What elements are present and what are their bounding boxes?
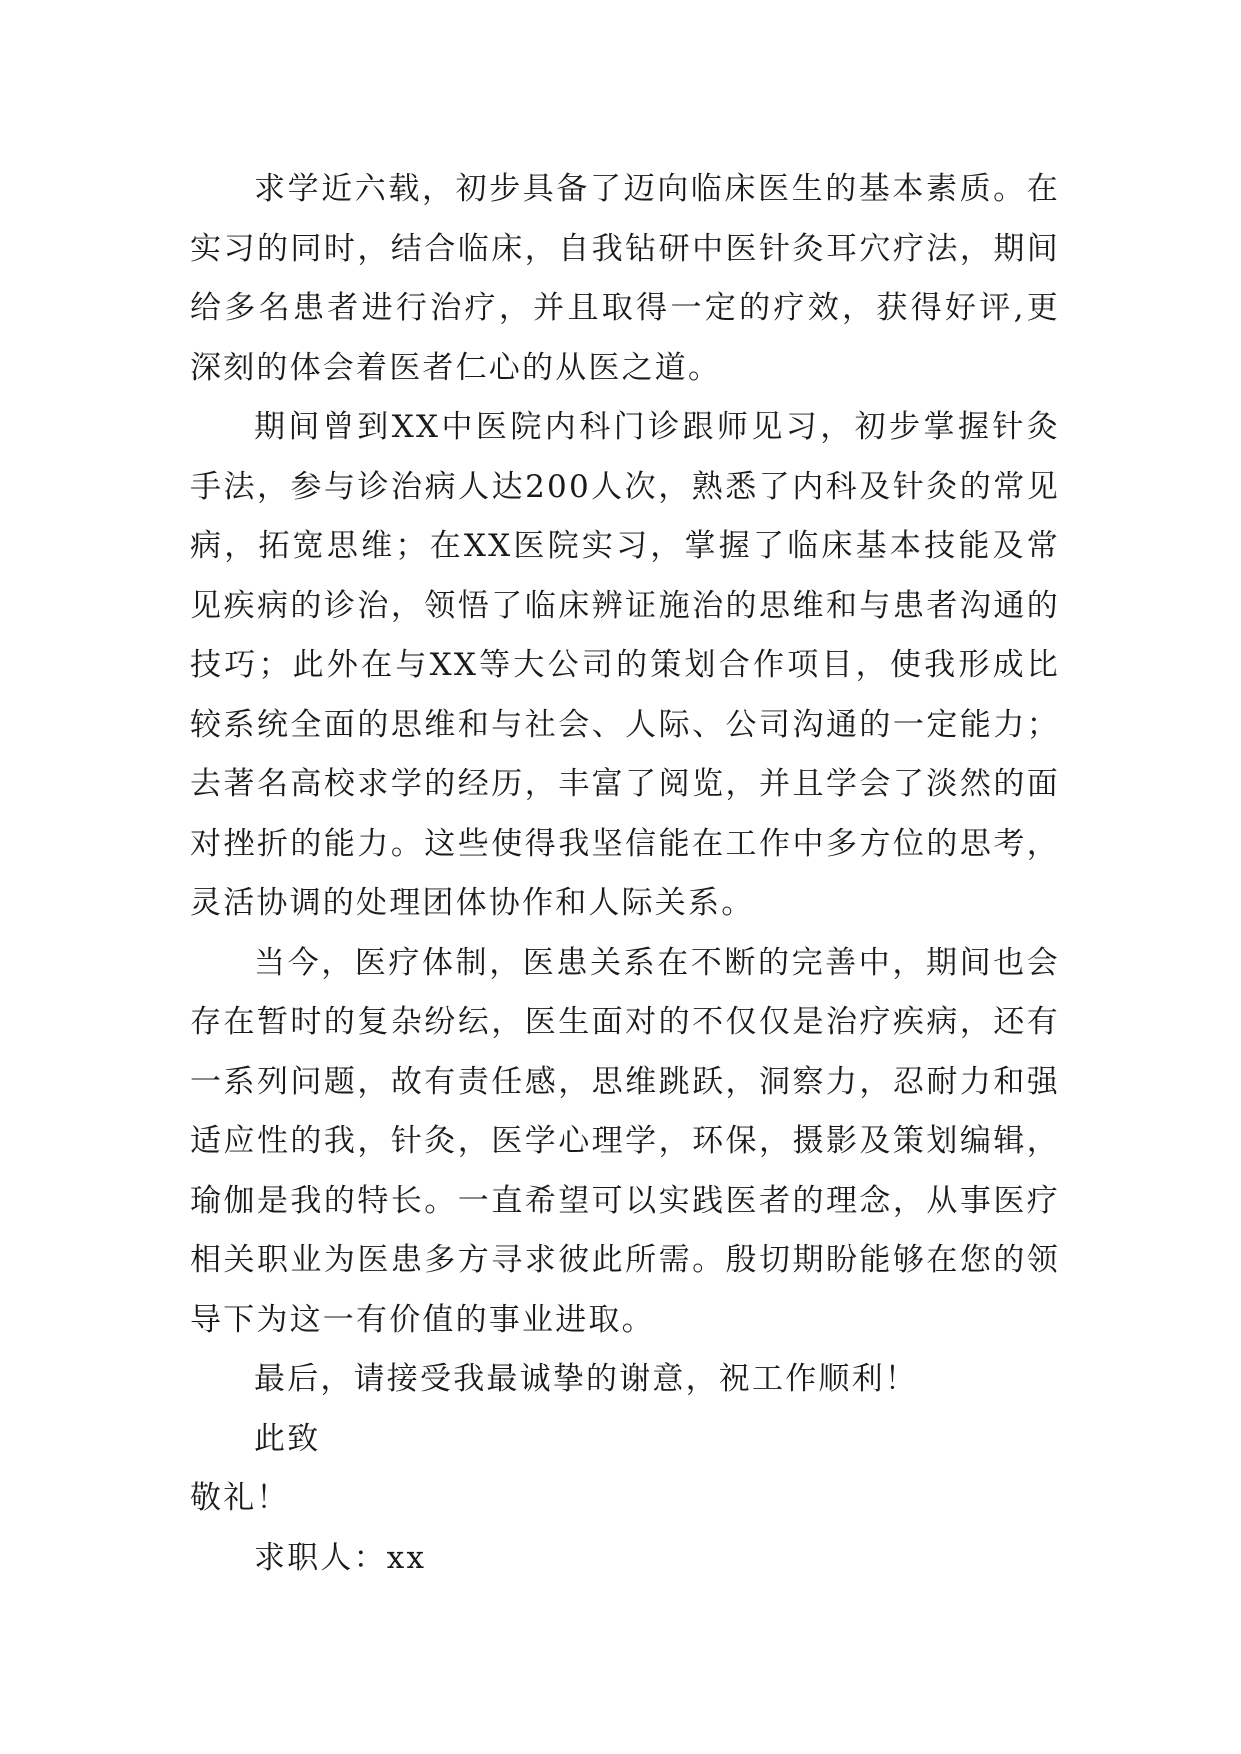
paragraph-internship-experience: 期间曾到XX中医院内科门诊跟师见习，初步掌握针灸手法，参与诊治病人达200人次，熟悉了内科及针灸的常见病，拓宽思维；在XX医院实习，掌握了临床基本技能及常见疾病的诊治，领悟了临床辨证施治的思维和与患者沟通的技巧；此外在与XX等大公司的策划合作项目，使我形成比较系统全面的思维和与社会、人际、公司沟通的一定能力；去著名高校求学的经历，丰富了阅览，并且学会了淡然的面对挫折的能力。这些使得我坚信能在工作中多方位的思考，灵活协调的处理团体协作和人际关系。 — [190, 409, 1060, 921]
paragraph-thanks: 最后，请接受我最诚挚的谢意，祝工作顺利！ — [254, 1361, 918, 1397]
paragraph-study-experience: 求学近六载，初步具备了迈向临床医生的基本素质。在实习的同时，结合临床，自我钻研中医针灸耳穴疗法，期间给多名患者进行治疗，并且取得一定的疗效，获得好评,更深刻的体会着医者仁心的从医之道。 — [190, 171, 1060, 386]
salutation-line: 敬礼！ — [190, 1480, 290, 1516]
paragraph-career-goal: 当今，医疗体制，医患关系在不断的完善中，期间也会存在暂时的复杂纷纭，医生面对的不仅仅是治疗疾病，还有一系列问题，故有责任感，思维跳跃，洞察力，忍耐力和强适应性的我，针灸，医学心理学，环保，摄影及策划编辑，瑜伽是我的特长。一直希望可以实践医者的理念，从事医疗相关职业为医患多方寻求彼此所需。殷切期盼能够在您的领导下为这一有价值的事业进取。 — [190, 944, 1060, 1338]
letter-body — [190, 160, 1060, 1588]
closing-line: 此致 — [254, 1420, 321, 1457]
signature-line: 求职人：xx — [254, 1539, 427, 1576]
